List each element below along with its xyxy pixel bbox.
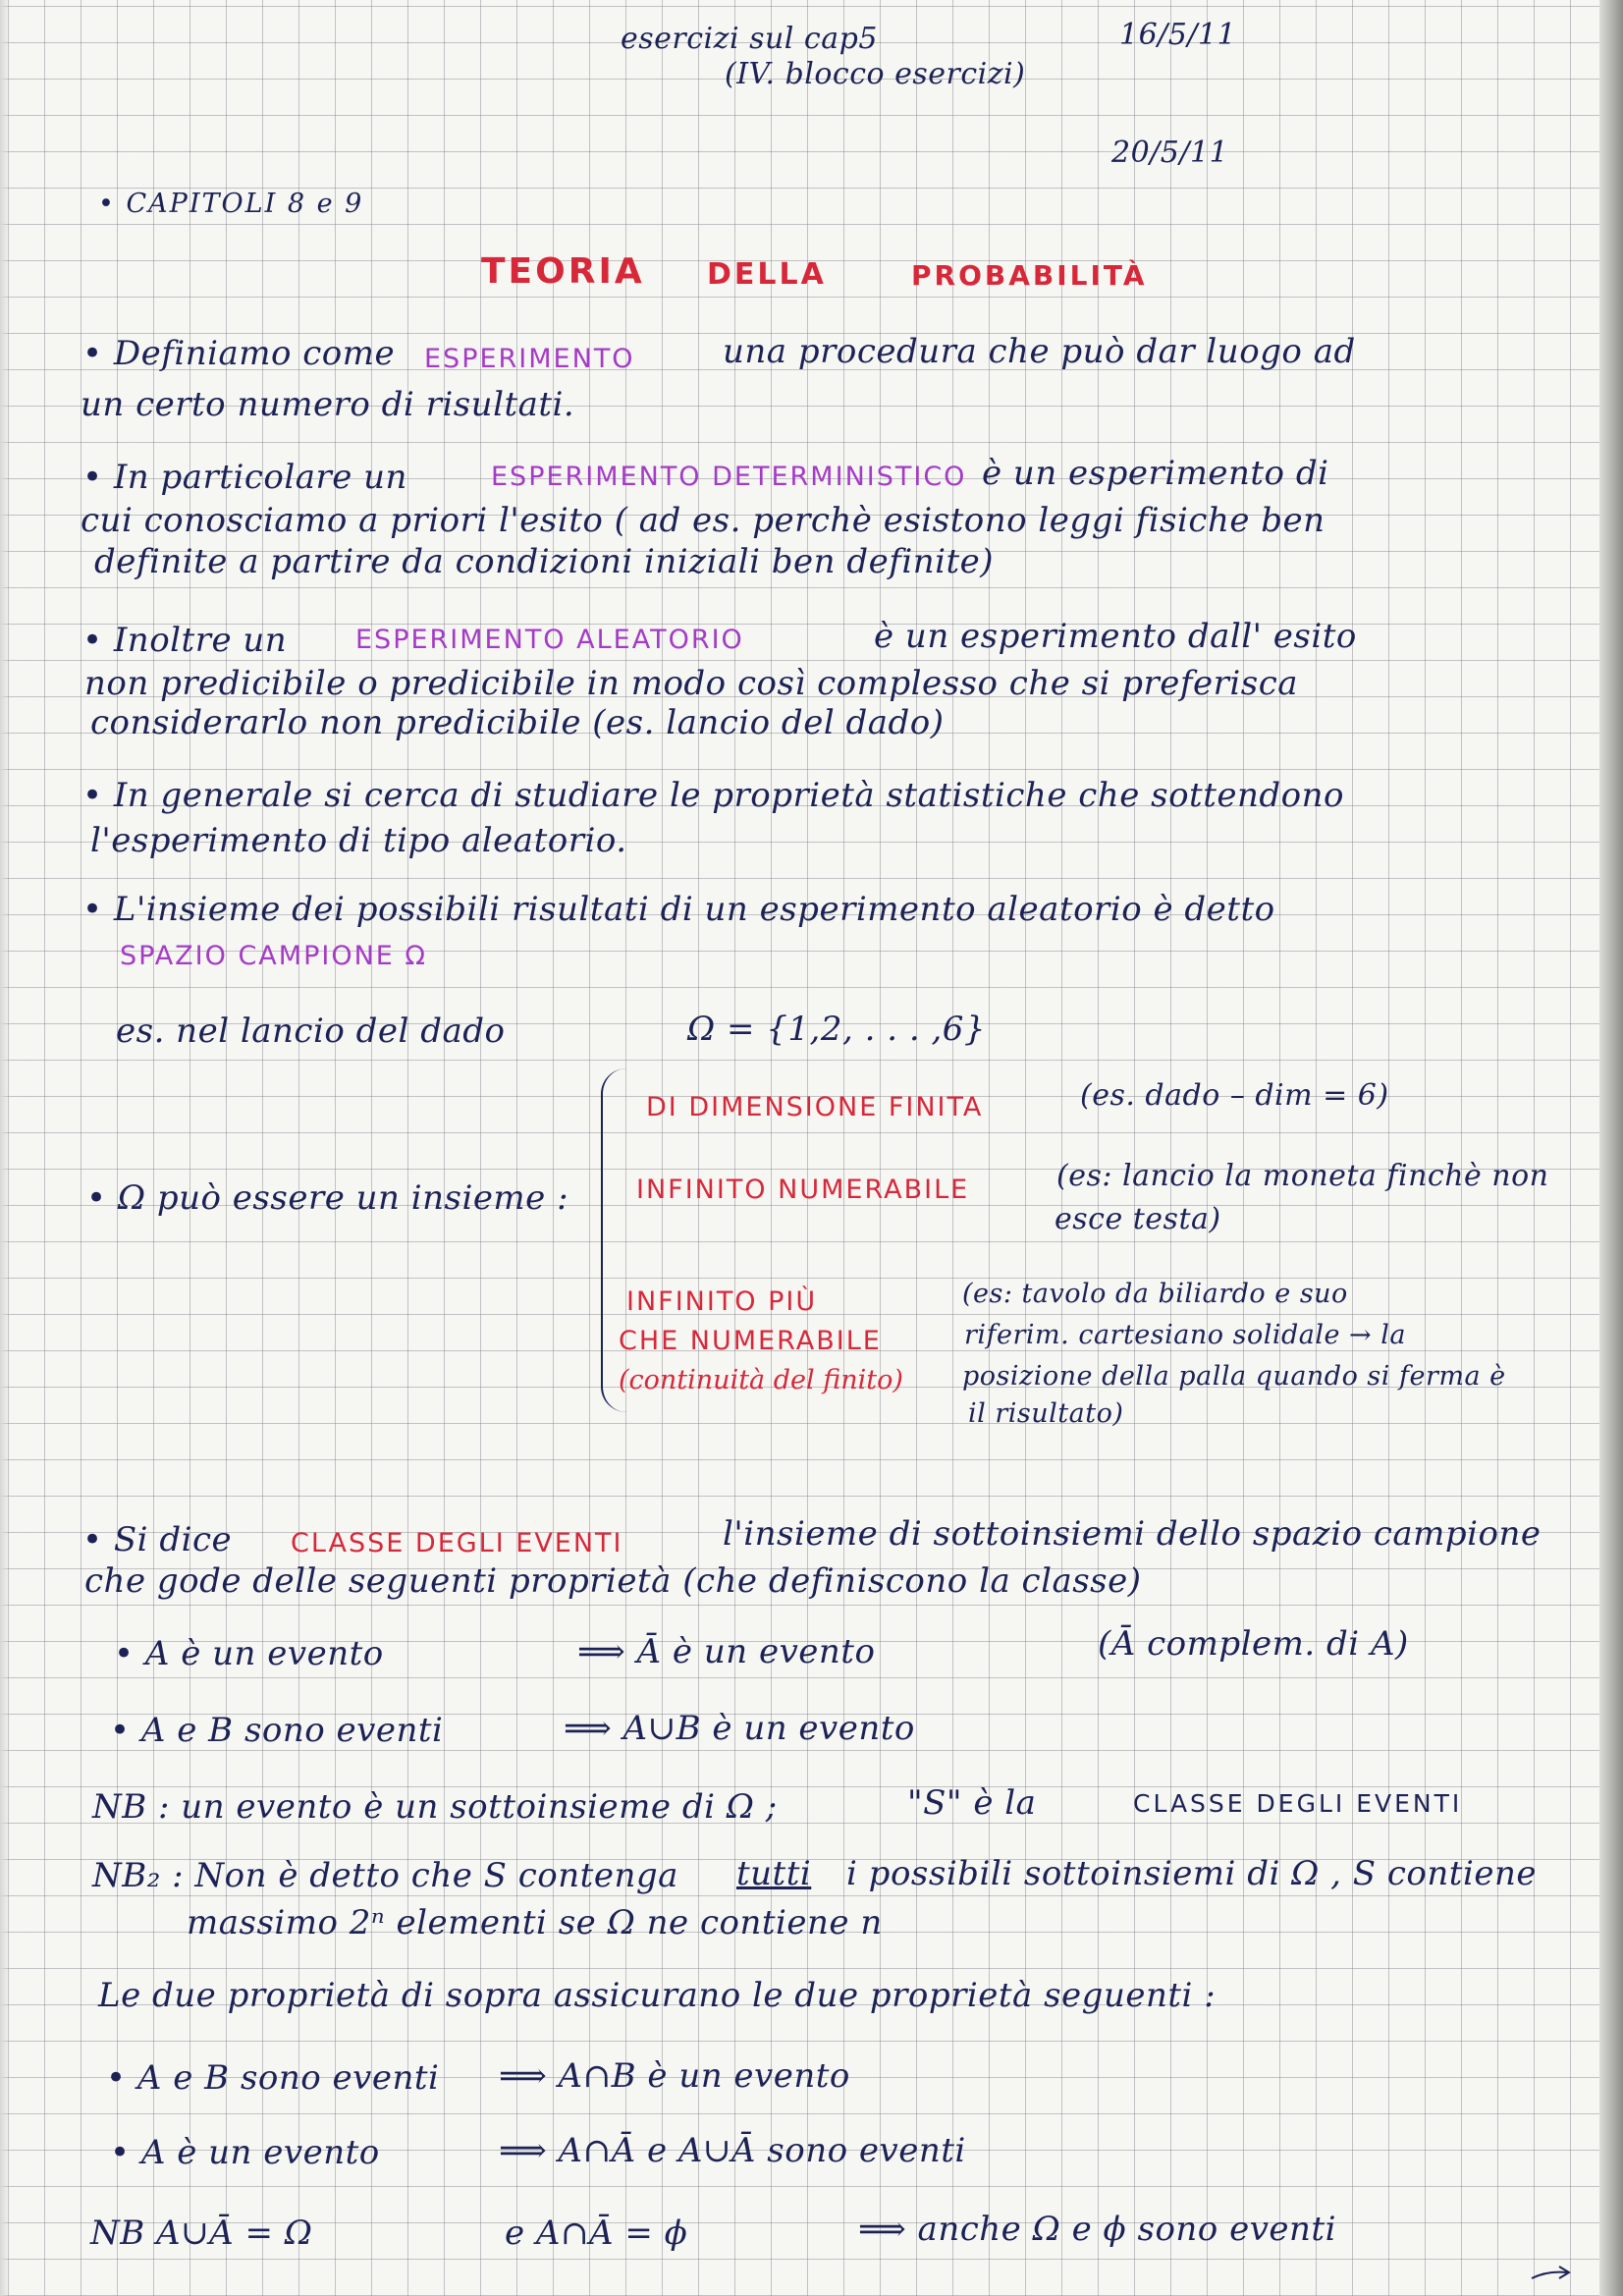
term-esperimento: ESPERIMENTO xyxy=(424,344,635,374)
option-uncountable-2: CHE NUMERABILE xyxy=(619,1326,882,1356)
rule-3-left: • A e B sono eventi xyxy=(106,2058,440,2098)
chapters-note: • CAPITOLI 8 e 9 xyxy=(98,189,364,219)
option-countable-note-2: esce testa) xyxy=(1055,1202,1221,1236)
p4-line-2: l'esperimento di tipo aleatorio. xyxy=(90,821,627,860)
term-classe-eventi: CLASSE DEGLI EVENTI xyxy=(291,1528,623,1558)
p2-rest: è un esperimento di xyxy=(982,454,1329,493)
rule-1-left: • A è un evento xyxy=(114,1634,384,1673)
page-left-shadow xyxy=(0,0,10,2296)
option-finite-note: (es. dado – dim = 6) xyxy=(1080,1078,1389,1113)
option-uncountable-note-1: (es: tavolo da biliardo e suo xyxy=(962,1279,1348,1309)
p3-line-2: non predicibile o predicibile in modo così complesso che si preferisca xyxy=(84,664,1299,703)
title-word-3: PROBABILITÀ xyxy=(911,259,1148,292)
options-brace xyxy=(601,1068,636,1412)
term-aleatorio: ESPERIMENTO ALEATORIO xyxy=(355,625,744,655)
events-line-2: che gode delle seguenti proprietà (che definiscono la classe) xyxy=(84,1561,1142,1601)
page-turn-arrow-icon xyxy=(1528,2259,1577,2288)
nb2-left: NB₂ : Non è detto che S contenga xyxy=(92,1856,678,1895)
header-block: (IV. blocco esercizi) xyxy=(725,57,1026,91)
header-exercises: esercizi sul cap5 xyxy=(621,22,878,56)
p2-start: • In particolare un xyxy=(82,458,407,497)
nb2-right: i possibili sottoinsiemi di Ω , S contiene xyxy=(846,1854,1537,1893)
date-1: 16/5/11 xyxy=(1119,18,1237,52)
option-uncountable-note-4: il risultato) xyxy=(968,1398,1124,1429)
option-uncountable-1: INFINITO PIÙ xyxy=(626,1286,818,1317)
term-spazio-campione: SPAZIO CAMPIONE Ω xyxy=(120,941,428,971)
p3-rest: è un esperimento dall' esito xyxy=(874,617,1357,656)
nb3-mid: e A∩Ā = ϕ xyxy=(505,2214,688,2253)
p2-line-2: cui conosciamo a priori l'esito ( ad es. perchè esistono leggi fisiche ben xyxy=(81,501,1325,540)
nb1-class: CLASSE DEGLI EVENTI xyxy=(1133,1789,1463,1818)
props-sentence: Le due proprietà di sopra assicurano le due proprietà seguenti : xyxy=(98,1976,1217,2015)
nb2-line-2: massimo 2ⁿ elementi se Ω ne contiene n xyxy=(187,1903,883,1942)
p5-example-set: Ω = {1,2, . . . ,6} xyxy=(687,1010,987,1049)
option-countable-note-1: (es: lancio la moneta finchè non xyxy=(1056,1159,1549,1193)
option-countable: INFINITO NUMERABILE xyxy=(636,1175,970,1205)
rule-1-right: ⟹ Ā è un evento xyxy=(577,1632,876,1671)
p5-line-1: • L'insieme dei possibili risultati di un esperimento aleatorio è detto xyxy=(82,890,1275,929)
title-word-2: DELLA xyxy=(707,257,827,292)
p2-line-3: definite a partire da condizioni iniziali ben definite) xyxy=(94,542,995,581)
nb3-right: ⟹ anche Ω e ϕ sono eventi xyxy=(858,2210,1336,2249)
events-start: • Si dice xyxy=(82,1520,233,1559)
rule-2-right: ⟹ A∪B è un evento xyxy=(564,1709,915,1748)
option-finite: DI DIMENSIONE FINITA xyxy=(646,1092,984,1122)
rule-3-right: ⟹ A∩B è un evento xyxy=(499,2056,850,2096)
term-deterministico: ESPERIMENTO DETERMINISTICO xyxy=(491,462,967,492)
date-2: 20/5/11 xyxy=(1111,136,1229,170)
nb2-underlined: tutti xyxy=(736,1854,812,1893)
p3-start: • Inoltre un xyxy=(82,621,288,660)
page-right-edge xyxy=(1599,0,1623,2296)
p4-line-1: • In generale si cerca di studiare le proprietà statistiche che sottendono xyxy=(82,776,1344,815)
p3-line-3: considerarlo non predicibile (es. lancio del dado) xyxy=(90,703,945,742)
option-uncountable-note-2: riferim. cartesiano solidale → la xyxy=(964,1320,1406,1350)
rule-4-left: • A è un evento xyxy=(110,2133,380,2172)
nb1-left: NB : un evento è un sottoinsieme di Ω ; xyxy=(92,1787,778,1827)
nb1-mid: "S" è la xyxy=(907,1783,1037,1823)
rule-2-left: • A e B sono eventi xyxy=(110,1711,444,1750)
option-uncountable-note-3: posizione della palla quando si ferma è xyxy=(962,1361,1506,1392)
events-rest: l'insieme di sottoinsiemi dello spazio campione xyxy=(723,1514,1542,1554)
rule-1-note: (Ā complem. di A) xyxy=(1098,1624,1409,1664)
p1-line-2: un certo numero di risultati. xyxy=(81,385,575,424)
title-word-1: TEORIA xyxy=(481,251,645,292)
nb3-left: NB A∪Ā = Ω xyxy=(90,2214,313,2253)
p1-start: • Definiamo come xyxy=(82,334,396,373)
p5-example: es. nel lancio del dado xyxy=(116,1011,506,1051)
option-uncountable-3: (continuità del finito) xyxy=(619,1365,903,1395)
rule-4-right: ⟹ A∩Ā e A∪Ā sono eventi xyxy=(499,2131,966,2170)
p1-rest: una procedura che può dar luogo ad xyxy=(723,332,1356,371)
omega-lead: • Ω può essere un insieme : xyxy=(86,1178,569,1218)
